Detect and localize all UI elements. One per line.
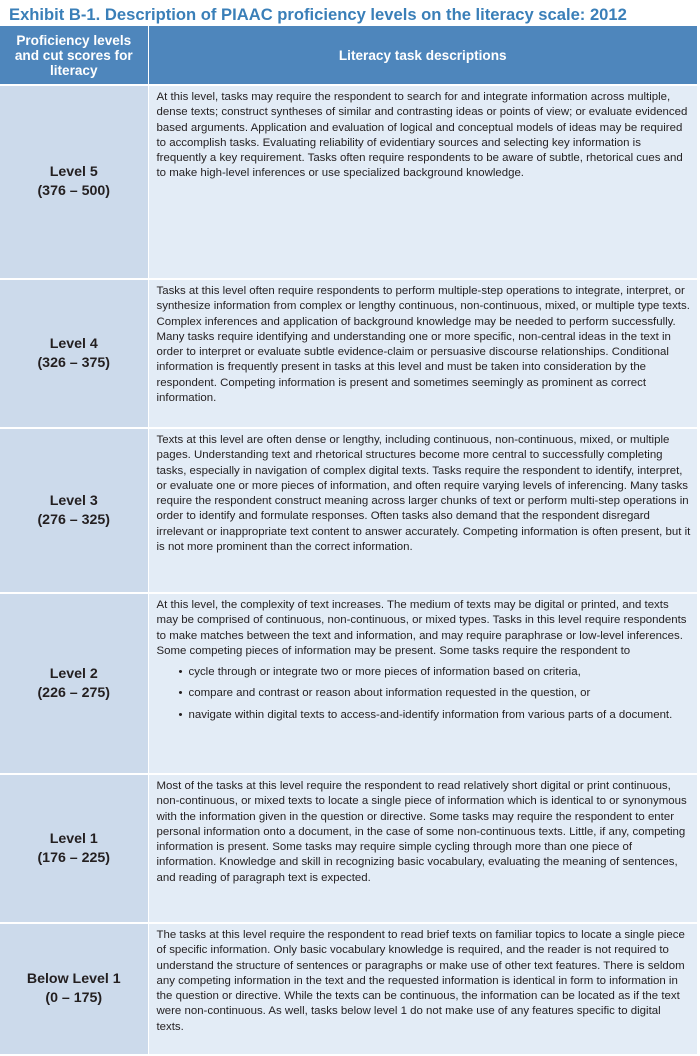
bullet-list xyxy=(157,665,692,723)
description-cell: Tasks at this level often require respondents to perform multiple-step operations to integrate, interpret, or synthesize information from complex or lengthy continuous, non-continuous, mixed, or multiple type texts. Complex inferences and application of background knowledge may be needed to perform successfully. Many tasks require identifying and understanding one or more specific, non-central ideas in the text in order to interpret or evaluate subtle evidence-claim or persuasive discourse relationships. Conditional information is frequently present in tasks at this level and must be taken into consideration by the respondent. Competing information is present and sometimes seemingly as prominent as correct information. xyxy=(148,279,697,428)
table-row-below-level-1 xyxy=(0,923,697,1055)
level-cell xyxy=(0,428,148,593)
level-name: Below Level 1 xyxy=(26,971,121,987)
level-name: Level 5 xyxy=(49,164,98,180)
description-cell: At this level, tasks may require the respondent to search for and integrate information across multiple, dense texts; construct syntheses of similar and contrasting ideas or points of view; or evaluate evidenced based arguments. Application and evaluation of logical and conceptual models of ideas may be required to accomplish tasks. Evaluating reliability of evidentiary sources and selecting key information is frequently a key requirement. Tasks often require respondents to be aware of subtle, rhetorical cues and to make high-level inferences or use specialized background knowledge. xyxy=(148,85,697,279)
level-cell xyxy=(0,279,148,428)
description-cell xyxy=(148,593,697,774)
level-cell xyxy=(0,774,148,923)
level-name: Level 3 xyxy=(49,492,98,509)
level-range: (376 – 500) xyxy=(37,183,111,199)
level-cell xyxy=(0,923,148,1055)
list-item: • compare and contrast or reason about information requested in the question, or xyxy=(189,686,692,701)
table-row-level-4 xyxy=(0,279,697,428)
table-row-level-1 xyxy=(0,774,697,923)
description-cell: Texts at this level are often dense or lengthy, including continuous, non-continuous, mixed, or multiple pages. Understanding text and rhetorical structures become more central to successfully completing tasks, especially in navigation of complex digital texts. Tasks require the respondent to identify, interpret, or evaluate one or more pieces of information, and often require varying levels of inferencing. Many tasks require the respondent construct meaning across larger chunks of text or perform multi-step operations in order to identify and formulate responses. Often tasks also demand that the respondent disregard irrelevant or inappropriate text content to answer accurately. Competing information is often present, but it is not more prominent than the correct information. xyxy=(148,428,697,593)
table-row-level-5 xyxy=(0,85,697,279)
header-task-descriptions: Literacy task descriptions xyxy=(148,26,697,85)
level-range: (326 – 375) xyxy=(37,354,111,371)
header-proficiency-levels xyxy=(0,26,148,85)
list-item: • cycle through or integrate two or more pieces of information based on criteria, xyxy=(189,665,692,680)
description-cell: Most of the tasks at this level require the respondent to read relatively short digital or print continuous, non-continuous, or mixed texts to locate a single piece of information which is identical to or synonymous with the information given in the question or directive. Some tasks may require the respondent to enter personal information onto a document, in the case of some non-continuous texts. Little, if any, competing information is present. Some tasks may require simple cycling through more than one piece of information. Knowledge and skill in recognizing basic vocabulary, evaluating the meaning of sentences, and reading of paragraph text is expected. xyxy=(148,774,697,923)
description-text: At this level, the complexity of text increases. The medium of texts may be digital or printed, and texts may be comprised of continuous, non-continuous, or mixed types. Tasks in this level require respondents to make matches between the text and information, and may require paraphrase or low-level inferences. Some competing pieces of information may be present. Some tasks require the respondent to xyxy=(156,599,687,657)
level-cell xyxy=(0,85,148,279)
level-range: (176 – 225) xyxy=(37,849,111,866)
list-item: • navigate within digital texts to access-and-identify information from various parts of a document. xyxy=(189,708,692,723)
proficiency-table xyxy=(0,26,697,1056)
level-name: Level 4 xyxy=(49,335,98,352)
level-range: (276 – 325) xyxy=(37,511,111,528)
table-row-level-3 xyxy=(0,428,697,593)
table-header-row xyxy=(0,26,697,85)
header-col1-text: Proficiency levels and cut scores for literacy xyxy=(14,32,133,78)
level-name: Level 2 xyxy=(49,665,98,682)
exhibit-title: Exhibit B-1. Description of PIAAC proficiency levels on the literacy scale: 2012 xyxy=(9,5,627,24)
level-cell xyxy=(0,593,148,774)
level-range: (0 – 175) xyxy=(45,990,103,1006)
description-cell: The tasks at this level require the respondent to read brief texts on familiar topics to locate a single piece of specific information. Only basic vocabulary knowledge is required, and the reader is not required to understand the structure of sentences or paragraphs or make use of other text features. There is seldom any competing information in the text and the requested information is identical in form to information in the question or directive. While the texts can be continuous, the information can be located as if the text were non-continuous. As well, tasks below level 1 do not make use of any features specific to digital texts. xyxy=(148,923,697,1055)
level-range: (226 – 275) xyxy=(37,684,111,701)
table-row-level-2 xyxy=(0,593,697,774)
level-name: Level 1 xyxy=(49,830,98,847)
